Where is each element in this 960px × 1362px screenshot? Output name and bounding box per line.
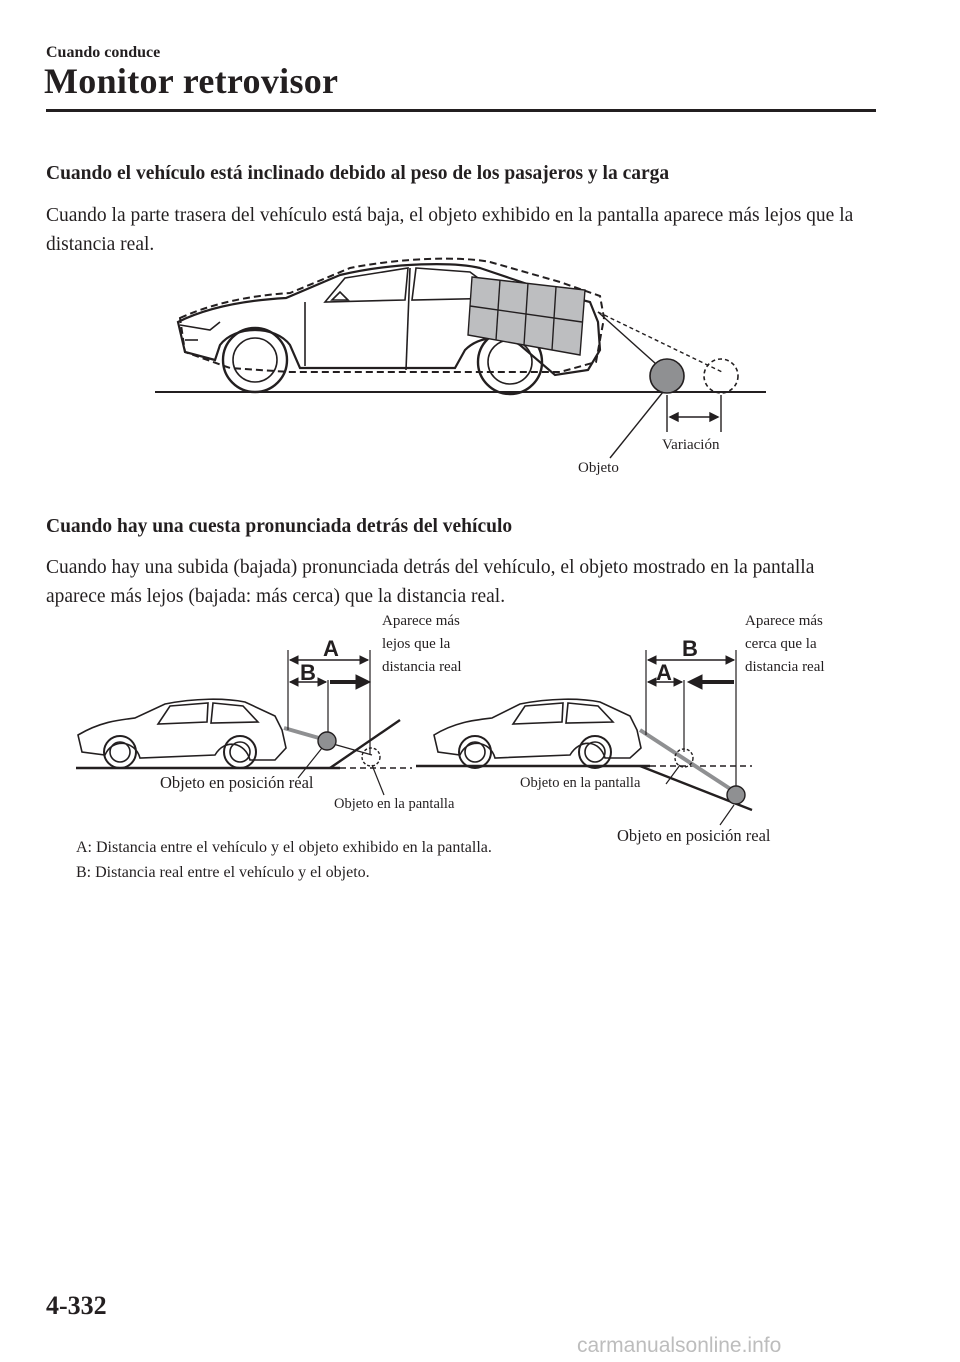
section1-body: Cuando la parte trasera del vehículo está baja, el objeto exhibido en la pantalla aparece más lejos que la distancia real. bbox=[46, 205, 854, 255]
right-note-line2: cerca que la bbox=[745, 636, 817, 652]
legend-a: A: Distancia entre el vehículo y el objeto exhibido en la pantalla. bbox=[76, 839, 492, 856]
left-car-body bbox=[78, 699, 286, 760]
page-number: 4-332 bbox=[46, 1291, 107, 1320]
left-screen-ball bbox=[362, 748, 380, 766]
left-real-ball bbox=[318, 732, 336, 750]
left-label-screen: Objeto en la pantalla bbox=[334, 796, 455, 812]
legend-b: B: Distancia real entre el vehículo y el objeto. bbox=[76, 864, 370, 881]
left-note-line1: Aparece más bbox=[382, 613, 460, 629]
section-kicker: Cuando conduce bbox=[46, 44, 161, 61]
right-real-ball bbox=[727, 786, 745, 804]
section2-body: Cuando hay una subida (bajada) pronunciada detrás del vehículo, el objeto mostrado en la pantalla aparece más lejos (bajada: más cerca) que la distancia real. bbox=[46, 557, 815, 607]
section1-heading: Cuando el vehículo está inclinado debido al peso de los pasajeros y la carga bbox=[46, 163, 670, 184]
left-label-real: Objeto en posición real bbox=[160, 773, 314, 792]
right-letter-a: A bbox=[656, 660, 672, 685]
right-label-screen: Objeto en la pantalla bbox=[520, 775, 641, 791]
fig1-label-object: Objeto bbox=[578, 460, 619, 476]
page-title: Monitor retrovisor bbox=[44, 61, 339, 101]
right-note-line1: Aparece más bbox=[745, 613, 823, 629]
left-letter-b: B bbox=[300, 660, 316, 685]
left-note-line3: distancia real bbox=[382, 659, 462, 675]
right-label-real: Objeto en posición real bbox=[617, 826, 771, 845]
right-note-line3: distancia real bbox=[745, 659, 825, 675]
watermark: carmanualsonline.info bbox=[577, 1334, 782, 1357]
right-letter-b: B bbox=[682, 636, 698, 661]
section2-heading: Cuando hay una cuesta pronunciada detrás del vehículo bbox=[46, 516, 513, 537]
left-slope bbox=[330, 720, 400, 768]
fig1-label-variation: Variación bbox=[662, 437, 720, 453]
left-letter-a: A bbox=[323, 636, 339, 661]
left-note-line2: lejos que la bbox=[382, 636, 451, 652]
